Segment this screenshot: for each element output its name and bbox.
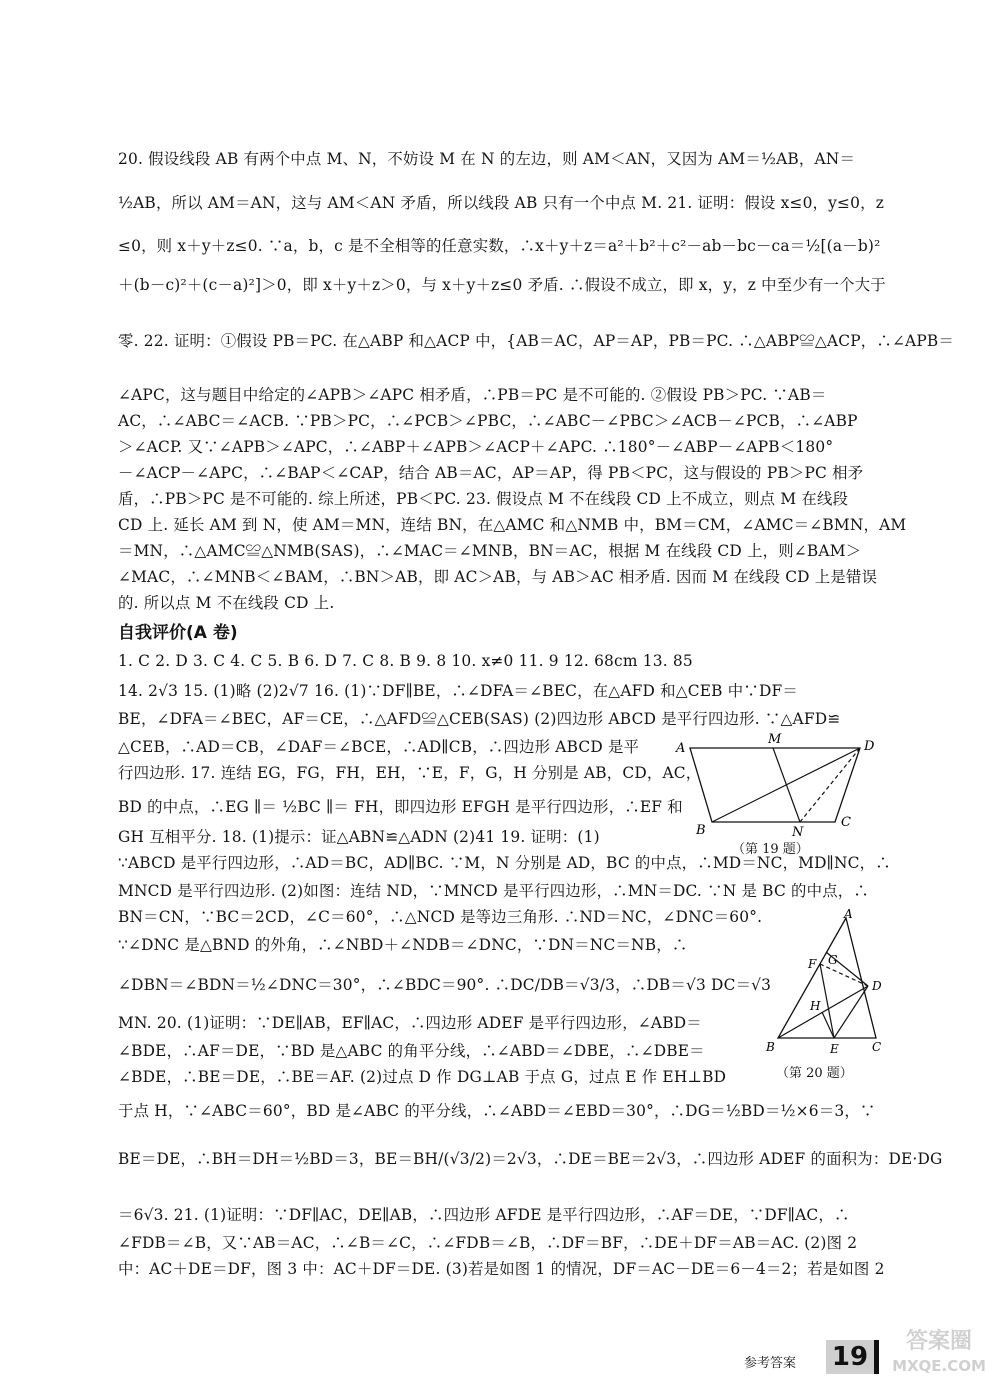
text-line: 行四边形. 17. 连结 EG，FG，FH，EH，∵E，F，G，H 分别是 AB，CD，AC， — [118, 764, 702, 782]
label-d: D — [864, 739, 875, 754]
text-line: ∠BDE，∴BE＝DE，∴BE＝AF. (2)过点 D 作 DG⊥AB 于点 G，过点 E 作 EH⊥BD — [118, 1068, 727, 1086]
segment-de — [834, 986, 868, 1038]
watermark-line-2: MXQE.COM — [892, 1357, 986, 1375]
watermark-logo — [884, 1330, 994, 1388]
text-line: ∵ABCD 是平行四边形，∴AD＝BC，AD∥BC. ∵M，N 分别是 AD，BC 的中点，∴MD＝NC，MD∥NC，∴ — [118, 854, 891, 872]
text-line: 14. 2√3 15. (1)略 (2)2√7 16. (1)∵DF∥BE，∴∠DFA＝∠BEC，在△AFD 和△CEB 中∵DF＝ — [118, 682, 798, 700]
label-m: M — [768, 732, 782, 747]
text-line: BD 的中点，∴EG ∥＝ ½BC ∥＝ FH，即四边形 EFGH 是平行四边形，∴EF 和 — [118, 798, 683, 816]
text-line: ∠APC，这与题目中给定的∠APB＞∠APC 相矛盾，∴PB＝PC 是不可能的. ②假设 PB＞PC. ∵AB＝ — [118, 386, 827, 404]
figure-19-caption: （第 19 题） — [732, 842, 809, 857]
label-b: B — [766, 1040, 775, 1054]
label-c: C — [841, 815, 851, 830]
text-line: GH 互相平分. 18. (1)提示：证△ABN≌△ADN (2)41 19. 证明：(1) — [118, 828, 600, 846]
text-line: －∠ACP－∠APC，∴∠BAP＜∠CAP，结合 AB＝AC，AP＝AP，得 PB＜PC，这与假设的 PB＞PC 相矛 — [118, 464, 864, 482]
label-h: H — [810, 999, 821, 1013]
figure-20-caption: （第 20 题） — [776, 1066, 853, 1081]
text-line: MNCD 是平行四边形. (2)如图：连结 ND，∵MNCD 是平行四边形，∴MN＝DC. ∵N 是 BC 的中点，∴ — [118, 882, 869, 900]
text-line: ≤0，则 x＋y＋z≤0. ∵a，b，c 是不全相等的任意实数，∴x＋y＋z＝a²＋b²＋c²－ab－bc－ca＝½[(a－b)² — [118, 237, 881, 255]
text-line: 20. 假设线段 AB 有两个中点 M、N，不妨设 M 在 N 的左边，则 AM＜AN，又因为 AM＝½AB，AN＝ — [118, 150, 856, 168]
text-line: ∠DBN＝∠BDN＝½∠DNC＝30°，∴∠BDC＝90°. ∴DC/DB＝√3/3，∴DB＝√3 DC＝√3 — [118, 976, 772, 994]
page-number: 19 — [826, 1340, 879, 1374]
text-line: ＝6√3. 21. (1)证明：∵DF∥AC，DE∥AB，∴四边形 AFDE 是平行四边形，∴AF＝DE，∵DF∥AC，∴ — [118, 1206, 850, 1224]
label-b: B — [696, 823, 706, 838]
segment-eh — [822, 1012, 834, 1038]
label-c: C — [872, 1040, 882, 1054]
text-line: ∠FDB＝∠B，又∵AB＝AC，∴∠B＝∠C，∴∠FDB＝∠B，∴DF＝BF，∴DE＋DF＝AB＝AC. (2)图 2 — [118, 1234, 858, 1252]
label-f: F — [808, 957, 817, 971]
text-line: BN＝CN，∵BC＝2CD，∠C＝60°，∴△NCD 是等边三角形. ∴ND＝NC，∠DNC＝60°. — [118, 908, 763, 926]
label-a: A — [676, 741, 686, 756]
text-line: ＝MN，∴△AMC≌△NMB(SAS)，∴∠MAC＝∠MNB，BN＝AC，根据 M 在线段 CD 上，则∠BAM＞ — [118, 542, 862, 560]
segment-fe — [820, 964, 834, 1038]
label-g: G — [828, 953, 838, 967]
label-n: N — [792, 825, 804, 840]
label-a: A — [844, 907, 853, 921]
text-line: ∠BDE，∴AF＝DE，∵BD 是△ABC 的角平分线，∴∠ABD＝∠DBE，∴∠DBE＝ — [118, 1042, 705, 1060]
label-d: D — [872, 979, 882, 993]
figure-19 — [660, 730, 890, 840]
text-line: 于点 H，∵∠ABC＝60°，BD 是∠ABC 的平分线，∴∠ABD＝∠EBD＝30°，∴DG＝½BD＝½×6＝3，∵ — [118, 1102, 876, 1120]
text-line: 的. 所以点 M 不在线段 CD 上. — [118, 594, 335, 612]
text-line: ∠MAC，∴∠MNB＜∠BAM，∴BN＞AB，即 AC＞AB，与 AB＞AC 相矛盾. 因而 M 在线段 CD 上是错误 — [118, 568, 878, 586]
text-line: ∵∠DNC 是△BND 的外角，∴∠NBD＋∠NDB＝∠DNC，∵DN＝NC＝NB，∴ — [118, 936, 688, 954]
parallelogram-abcd — [690, 748, 860, 822]
text-line: 盾，∴PB＞PC 是不可能的. 综上所述，PB＜PC. 23. 假设点 M 不在线段 CD 上不成立，则点 M 在线段 — [118, 490, 849, 508]
text-line: ½AB，所以 AM＝AN，这与 AM＜AN 矛盾，所以线段 AB 只有一个中点 M. 21. 证明：假设 x≤0，y≤0，z — [118, 194, 885, 212]
footer-label: 参考答案 — [744, 1356, 797, 1371]
figure-20 — [760, 908, 890, 1058]
text-line: 中：AC＋DE＝DF，图 3 中：AC＋DF＝DE. (3)若是如图 1 的情况，DF＝AC－DE＝6－4＝2；若是如图 2 — [118, 1260, 885, 1278]
text-line: ＋(b－c)²＋(c－a)²]＞0，即 x＋y＋z＞0，与 x＋y＋z≤0 矛盾. ∴假设不成立，即 x，y，z 中至少有一个大于 — [118, 276, 886, 294]
segment-nd — [800, 748, 860, 822]
text-line: AC，∴∠ABC＝∠ACB. ∵PB＞PC，∴∠PCB＞∠PBC，∴∠ABC－∠PBC＞∠ACB－∠PCB，∴∠ABP — [118, 412, 858, 430]
label-e: E — [830, 1042, 839, 1056]
watermark-line-1: 答案圈 — [905, 1329, 972, 1354]
triangle-abc — [778, 918, 876, 1038]
text-line: 1. C 2. D 3. C 4. C 5. B 6. D 7. C 8. B 9. 8 10. x≠0 11. 9 12. 68cm 13. 85 — [118, 652, 693, 670]
text-line: BE＝DE，∴BH＝DH＝½BD＝3，BE＝BH/(√3/2)＝2√3，∴DE＝BE＝2√3，∴四边形 ADEF 的面积为：DE·DG — [118, 1150, 943, 1168]
segment-bd — [778, 986, 868, 1038]
text-line: MN. 20. (1)证明：∵DE∥AB，EF∥AC，∴四边形 ADEF 是平行四边形，∠ABD＝ — [118, 1014, 702, 1032]
text-line: 零. 22. 证明：①假设 PB＝PC. 在△ABP 和△ACP 中，{AB＝AC，AP＝AP，PB＝PC. ∴△ABP≌△ACP，∴∠APB＝ — [118, 332, 955, 350]
section-title: 自我评价(A 卷) — [118, 623, 238, 643]
text-line: BE，∠DFA＝∠BEC，AF＝CE，∴△AFD≌△CEB(SAS) (2)四边形 ABCD 是平行四边形. ∵△AFD≌ — [118, 710, 841, 728]
text-line: △CEB，∴AD＝CB，∠DAF＝∠BCE，∴AD∥CB，∴四边形 ABCD 是平 — [118, 738, 640, 756]
text-line: CD 上. 延长 AM 到 N，使 AM＝MN，连结 BN，在△AMC 和△NMB 中，BM＝CM，∠AMC＝∠BMN，AM — [118, 516, 907, 534]
text-line: ＞∠ACP. 又∵∠APB＞∠APC，∴∠ABP＋∠APB＞∠ACP＋∠APC. ∴180°－∠ABP－∠APB＜180° — [118, 438, 834, 456]
segment-bd — [712, 748, 860, 822]
